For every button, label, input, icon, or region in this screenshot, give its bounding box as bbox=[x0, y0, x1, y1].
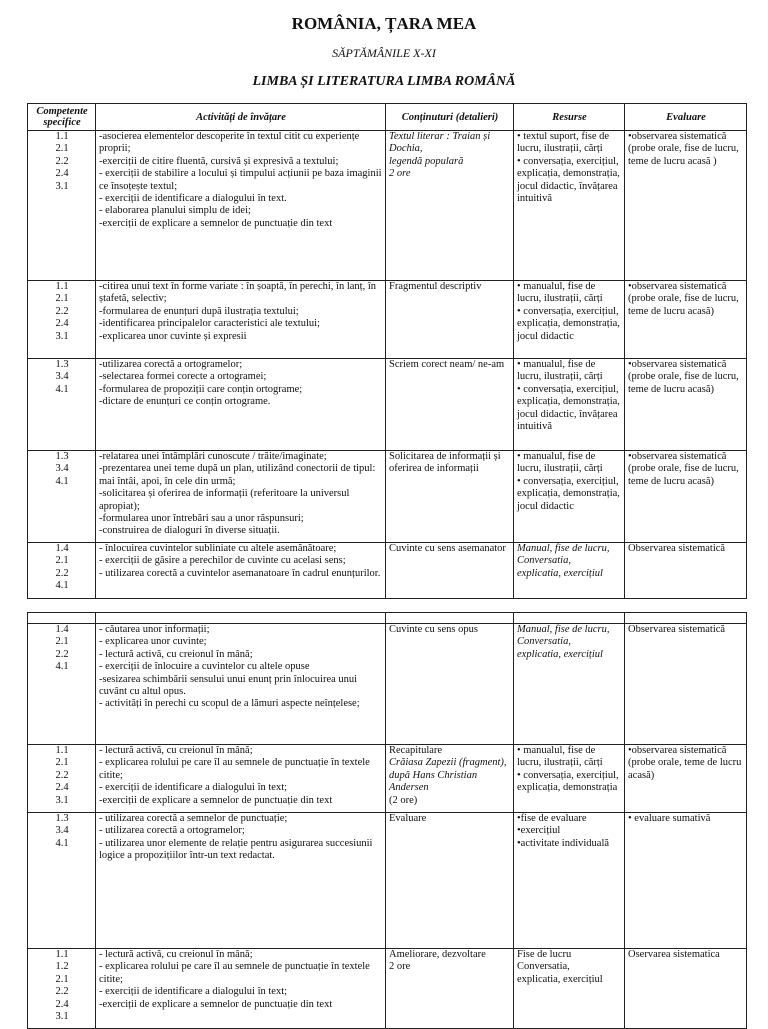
cell-activitati bbox=[96, 451, 386, 543]
cell-line: Crăiasa Zapezii (fragment), după Hans Christian Andersen bbox=[389, 757, 507, 794]
cell-line: 2.2 bbox=[55, 567, 69, 579]
table-row bbox=[28, 624, 747, 745]
cell-line: -exerciții de explicare a semnelor de punctuație din text bbox=[99, 998, 333, 1010]
cell-line: Manual, fise de lucru, bbox=[517, 543, 610, 554]
cell-competente bbox=[28, 451, 96, 543]
cell-line: 2.4 bbox=[55, 168, 69, 180]
cell-line: •observarea sistematică (probe orale, fise de lucru, teme de lucru acasă) bbox=[628, 359, 739, 395]
cell-evaluare bbox=[625, 813, 747, 949]
cell-line: 1.1 bbox=[55, 745, 69, 756]
cell-competente bbox=[28, 745, 96, 813]
cell-line: Conversatia, bbox=[517, 555, 571, 567]
cell-line: - utilizarea corectă a semnelor de punctuație; bbox=[99, 813, 288, 824]
cell-line: • conversația, exercițiul, explicația, demonstrația, jocul didactic, învățarea intuitivă bbox=[517, 155, 620, 205]
planning-table-1 bbox=[27, 103, 747, 599]
cell-line: 4.1 bbox=[55, 661, 69, 673]
cell-line: - explicarea rolului pe care îl au semnele de punctuație în textele citite; bbox=[99, 961, 370, 985]
cell-continuturi bbox=[386, 451, 514, 543]
cell-line: Evaluare bbox=[389, 813, 427, 824]
table-row bbox=[28, 359, 747, 451]
cell-competente bbox=[28, 813, 96, 949]
header-evaluare: Evaluare bbox=[625, 104, 747, 131]
cell-line: -sesizarea schimbării sensului unui enunț prin înlocuirea unui cuvânt cu altul opus. bbox=[99, 673, 358, 698]
cell-line: •exercițiul bbox=[517, 825, 561, 837]
cell-line: •observarea sistematică (probe orale, teme de lucru acasă) bbox=[628, 745, 742, 781]
table-row bbox=[28, 131, 747, 281]
cell-line: 1.1 bbox=[55, 131, 69, 142]
header-activitati: Activități de învățare bbox=[96, 104, 386, 131]
page-title: ROMÂNIA, ȚARA MEA bbox=[291, 14, 477, 33]
cell-line: -dictare de enunțuri ce conțin ortograme. bbox=[99, 396, 271, 408]
cell-line: - exerciții de identificare a dialogului în text. bbox=[99, 193, 287, 205]
cell-activitati bbox=[96, 949, 386, 1029]
table-row bbox=[28, 949, 747, 1029]
cell-line: 3.4 bbox=[55, 371, 69, 383]
table-row bbox=[28, 281, 747, 359]
cell-line: 1.4 bbox=[55, 543, 69, 554]
cell-line: legendă populară bbox=[389, 155, 464, 167]
cell-line: Cuvinte cu sens opus bbox=[389, 624, 478, 635]
page-subtitle: SĂPTĂMÂNILE X-XI bbox=[332, 46, 436, 60]
cell-line: 4.1 bbox=[55, 475, 69, 487]
cell-line: Oservarea sistematica bbox=[628, 949, 720, 960]
cell-line: - lectură activă, cu creionul în mână; bbox=[99, 648, 253, 660]
cell-line: 2.2 bbox=[55, 155, 69, 167]
cell-resurse bbox=[514, 745, 625, 813]
cell-line: - exerciții de înlocuire a cuvintelor cu altele opuse bbox=[99, 661, 310, 673]
table-row bbox=[28, 813, 747, 949]
cell-line: 1.4 bbox=[55, 624, 69, 635]
cell-line: • evaluare sumativă bbox=[628, 813, 711, 824]
cell-line: -asocierea elementelor descoperite în textul citit cu experiențe proprii; bbox=[99, 131, 360, 155]
cell-line: - căutarea unor informații; bbox=[99, 624, 210, 635]
cell-line: 2.2 bbox=[55, 986, 69, 998]
cell-line: -prezentarea unei teme după un plan, utilizând conectorii de tipul: mai întâi, apoi, în cele din urmă; bbox=[99, 463, 376, 487]
cell-activitati bbox=[96, 359, 386, 451]
cell-resurse bbox=[514, 451, 625, 543]
cell-line: 1.3 bbox=[55, 813, 69, 824]
planning-table-2 bbox=[27, 612, 747, 1029]
cell-line: 3.1 bbox=[55, 794, 69, 806]
cell-line: - utilizarea corectă a ortogramelor; bbox=[99, 825, 245, 837]
cell-line: 3.4 bbox=[55, 463, 69, 475]
cell-activitati bbox=[96, 281, 386, 359]
cell-line: -construirea de dialoguri în diverse situații. bbox=[99, 525, 280, 537]
cell-line: -solicitarea și oferirea de informații (referitoare la universul apropiat); bbox=[99, 488, 350, 512]
cell-line: •fise de evaluare bbox=[517, 813, 587, 824]
cell-line: 2.4 bbox=[55, 782, 69, 794]
cell-line: - exerciții de identificare a dialogului în text; bbox=[99, 782, 288, 794]
cell-line: 1.3 bbox=[55, 451, 69, 462]
cell-competente bbox=[28, 624, 96, 745]
cell-line: -exerciții de explicare a semnelor de punctuație din text bbox=[99, 217, 333, 229]
cell-line: - exerciții de stabilire a locului și timpului acțiunii pe baza imaginii ce însoțește textul; bbox=[99, 168, 382, 192]
cell-line: • manualul, fise de lucru, ilustrații, cărți bbox=[517, 281, 603, 305]
cell-line: • conversația, exercițiul, explicația, demonstrația bbox=[517, 769, 619, 794]
cell-competente bbox=[28, 131, 96, 281]
empty-header-cell bbox=[625, 613, 747, 624]
cell-line: Conversatia, bbox=[517, 961, 570, 973]
cell-line: Textul literar : Traian și Dochia, bbox=[389, 131, 491, 155]
subject-title: LIMBA ȘI LITERATURA LIMBA ROMÂNĂ bbox=[252, 74, 516, 89]
cell-competente bbox=[28, 281, 96, 359]
cell-activitati bbox=[96, 543, 386, 599]
cell-line: 3.4 bbox=[55, 825, 69, 837]
cell-line: Recapitulare bbox=[389, 745, 443, 756]
empty-header-cell bbox=[96, 613, 386, 624]
cell-evaluare bbox=[625, 131, 747, 281]
empty-header-cell bbox=[386, 613, 514, 624]
cell-line: - utilizarea unor elemente de relație pentru asigurarea succesiunii logice a propozițiilor într-un text redactat. bbox=[99, 837, 373, 862]
cell-competente bbox=[28, 359, 96, 451]
cell-line: -relatarea unei întâmplări cunoscute / trăite/imaginate; bbox=[99, 451, 327, 462]
cell-line: 4.1 bbox=[55, 837, 69, 849]
cell-continuturi bbox=[386, 359, 514, 451]
cell-line: • conversația, exercițiul, explicația, demonstrația, jocul didactic, învățarea intuitivă bbox=[517, 383, 620, 433]
cell-line: -identificarea principalelor caracteristici ale textului; bbox=[99, 318, 320, 330]
cell-line: explicatia, exercițiul bbox=[517, 973, 603, 985]
cell-line: 4.1 bbox=[55, 383, 69, 395]
cell-line: Solicitarea de informații și oferirea de informații bbox=[389, 451, 501, 475]
cell-evaluare bbox=[625, 451, 747, 543]
cell-line: Cuvinte cu sens asemanator bbox=[389, 543, 506, 554]
cell-evaluare bbox=[625, 359, 747, 451]
empty-header-cell bbox=[514, 613, 625, 624]
cell-line: explicatia, exercițiul bbox=[517, 567, 603, 579]
cell-resurse bbox=[514, 624, 625, 745]
cell-resurse bbox=[514, 813, 625, 949]
cell-continuturi bbox=[386, 624, 514, 745]
cell-continuturi bbox=[386, 813, 514, 949]
cell-activitati bbox=[96, 624, 386, 745]
cell-resurse bbox=[514, 281, 625, 359]
cell-line: Fise de lucru bbox=[517, 949, 572, 960]
cell-evaluare bbox=[625, 624, 747, 745]
cell-line: -formularea unor întrebări sau a unor răspunsuri; bbox=[99, 513, 304, 525]
cell-line: (2 ore) bbox=[389, 794, 418, 806]
cell-evaluare bbox=[625, 281, 747, 359]
cell-line: 2.1 bbox=[55, 555, 69, 567]
cell-line: - utilizarea corectă a cuvintelor asemanatoare în cadrul enunțurilor. bbox=[99, 567, 381, 579]
cell-line: •observarea sistematică (probe orale, fise de lucru, teme de lucru acasă) bbox=[628, 281, 739, 317]
cell-resurse bbox=[514, 949, 625, 1029]
table-row bbox=[28, 745, 747, 813]
cell-activitati bbox=[96, 131, 386, 281]
cell-competente bbox=[28, 949, 96, 1029]
header-resurse: Resurse bbox=[514, 104, 625, 131]
cell-line: -utilizarea corectă a ortogramelor; bbox=[99, 359, 243, 370]
header-competente: Competente specifice bbox=[28, 104, 96, 131]
cell-evaluare bbox=[625, 745, 747, 813]
cell-line: -citirea unui text în forme variate : în șoaptă, în perechi, în lanț, în ștafetă, selectiv; bbox=[99, 281, 376, 305]
cell-evaluare bbox=[625, 543, 747, 599]
cell-line: - activități în perechi cu scopul de a lămuri aspecte neînțelese; bbox=[99, 698, 360, 710]
cell-line: •observarea sistematică (probe orale, fise de lucru, teme de lucru acasă ) bbox=[628, 131, 739, 167]
cell-line: 2.4 bbox=[55, 318, 69, 330]
cell-line: -formularea de propoziții care conțin ortograme; bbox=[99, 383, 303, 395]
cell-line: -exerciții de citire fluentă, cursivă și expresivă a textului; bbox=[99, 155, 339, 167]
cell-line: Conversatia, bbox=[517, 636, 571, 648]
cell-line: • textul suport, fise de lucru, ilustrații, cărți bbox=[517, 131, 610, 155]
cell-line: •observarea sistematică (probe orale, fise de lucru, teme de lucru acasă) bbox=[628, 451, 739, 487]
cell-line: - elaborarea planului simplu de idei; bbox=[99, 205, 251, 217]
cell-line: 1.3 bbox=[55, 359, 69, 370]
cell-line: - exerciții de găsire a perechilor de cuvinte cu acelasi sens; bbox=[99, 555, 346, 567]
header-continuturi: Conținuturi (detalieri) bbox=[386, 104, 514, 131]
cell-continuturi bbox=[386, 281, 514, 359]
cell-activitati bbox=[96, 813, 386, 949]
cell-evaluare bbox=[625, 949, 747, 1029]
cell-line: -formularea de enunțuri după ilustrația textului; bbox=[99, 305, 299, 317]
cell-line: 2.4 bbox=[55, 998, 69, 1010]
cell-continuturi bbox=[386, 131, 514, 281]
cell-line: 2.1 bbox=[55, 757, 69, 769]
cell-line: 3.1 bbox=[55, 330, 69, 342]
cell-line: -exerciții de explicare a semnelor de punctuație din text bbox=[99, 794, 333, 806]
cell-resurse bbox=[514, 131, 625, 281]
cell-line: 2.1 bbox=[55, 973, 69, 985]
empty-header-cell bbox=[28, 613, 96, 624]
cell-line: - explicarea unor cuvinte; bbox=[99, 636, 207, 648]
cell-line: Observarea sistematică bbox=[628, 543, 726, 554]
cell-line: 4.1 bbox=[55, 580, 69, 592]
cell-line: - explicarea rolului pe care îl au semnele de punctuație în textele citite; bbox=[99, 757, 370, 781]
cell-line: 2 ore bbox=[389, 961, 411, 973]
cell-line: - exerciții de identificare a dialogului în text; bbox=[99, 986, 288, 998]
cell-continuturi bbox=[386, 745, 514, 813]
cell-line: - lectură activă, cu creionul în mână; bbox=[99, 949, 253, 960]
cell-line: Scriem corect neam/ ne-am bbox=[389, 359, 505, 370]
cell-line: • conversația, exercițiul, explicația, demonstrația, jocul didactic bbox=[517, 305, 620, 342]
cell-line: 1.1 bbox=[55, 949, 69, 960]
cell-line: Manual, fise de lucru, bbox=[517, 624, 610, 635]
cell-activitati bbox=[96, 745, 386, 813]
cell-line: • manualul, fise de lucru, ilustrații, cărți bbox=[517, 745, 603, 769]
cell-line: Ameliorare, dezvoltare bbox=[389, 949, 486, 960]
cell-line: 3.1 bbox=[55, 1011, 69, 1023]
cell-line: 1.1 bbox=[55, 281, 69, 292]
cell-continuturi bbox=[386, 949, 514, 1029]
cell-line: 2.1 bbox=[55, 293, 69, 305]
cell-line: -selectarea formei corecte a ortogramei; bbox=[99, 371, 267, 383]
cell-line: •activitate individuală bbox=[517, 837, 610, 849]
cell-line: 2.1 bbox=[55, 636, 69, 648]
cell-line: 2.2 bbox=[55, 769, 69, 781]
cell-resurse bbox=[514, 543, 625, 599]
table-row bbox=[28, 543, 747, 599]
cell-line: 2.1 bbox=[55, 143, 69, 155]
cell-line: 2.2 bbox=[55, 305, 69, 317]
cell-line: 1.2 bbox=[55, 961, 69, 973]
cell-competente bbox=[28, 543, 96, 599]
cell-continuturi bbox=[386, 543, 514, 599]
cell-line: Fragmentul descriptiv bbox=[389, 281, 482, 292]
cell-line: 3.1 bbox=[55, 180, 69, 192]
cell-line: - lectură activă, cu creionul în mână; bbox=[99, 745, 253, 756]
cell-line: • manualul, fise de lucru, ilustrații, cărți bbox=[517, 451, 603, 475]
cell-line: Observarea sistematică bbox=[628, 624, 726, 635]
cell-line: 2.2 bbox=[55, 648, 69, 660]
cell-line: 2 ore bbox=[389, 168, 411, 180]
cell-resurse bbox=[514, 359, 625, 451]
cell-line: • manualul, fise de lucru, ilustrații, cărți bbox=[517, 359, 603, 383]
cell-line: • conversația, exercițiul, explicația, demonstrația, jocul didactic bbox=[517, 475, 620, 512]
cell-line: -explicarea unor cuvinte și expresii bbox=[99, 330, 247, 342]
cell-line: explicatia, exercițiul bbox=[517, 648, 603, 660]
cell-line: - înlocuirea cuvintelor subliniate cu altele asemănătoare; bbox=[99, 543, 337, 554]
table-row bbox=[28, 451, 747, 543]
